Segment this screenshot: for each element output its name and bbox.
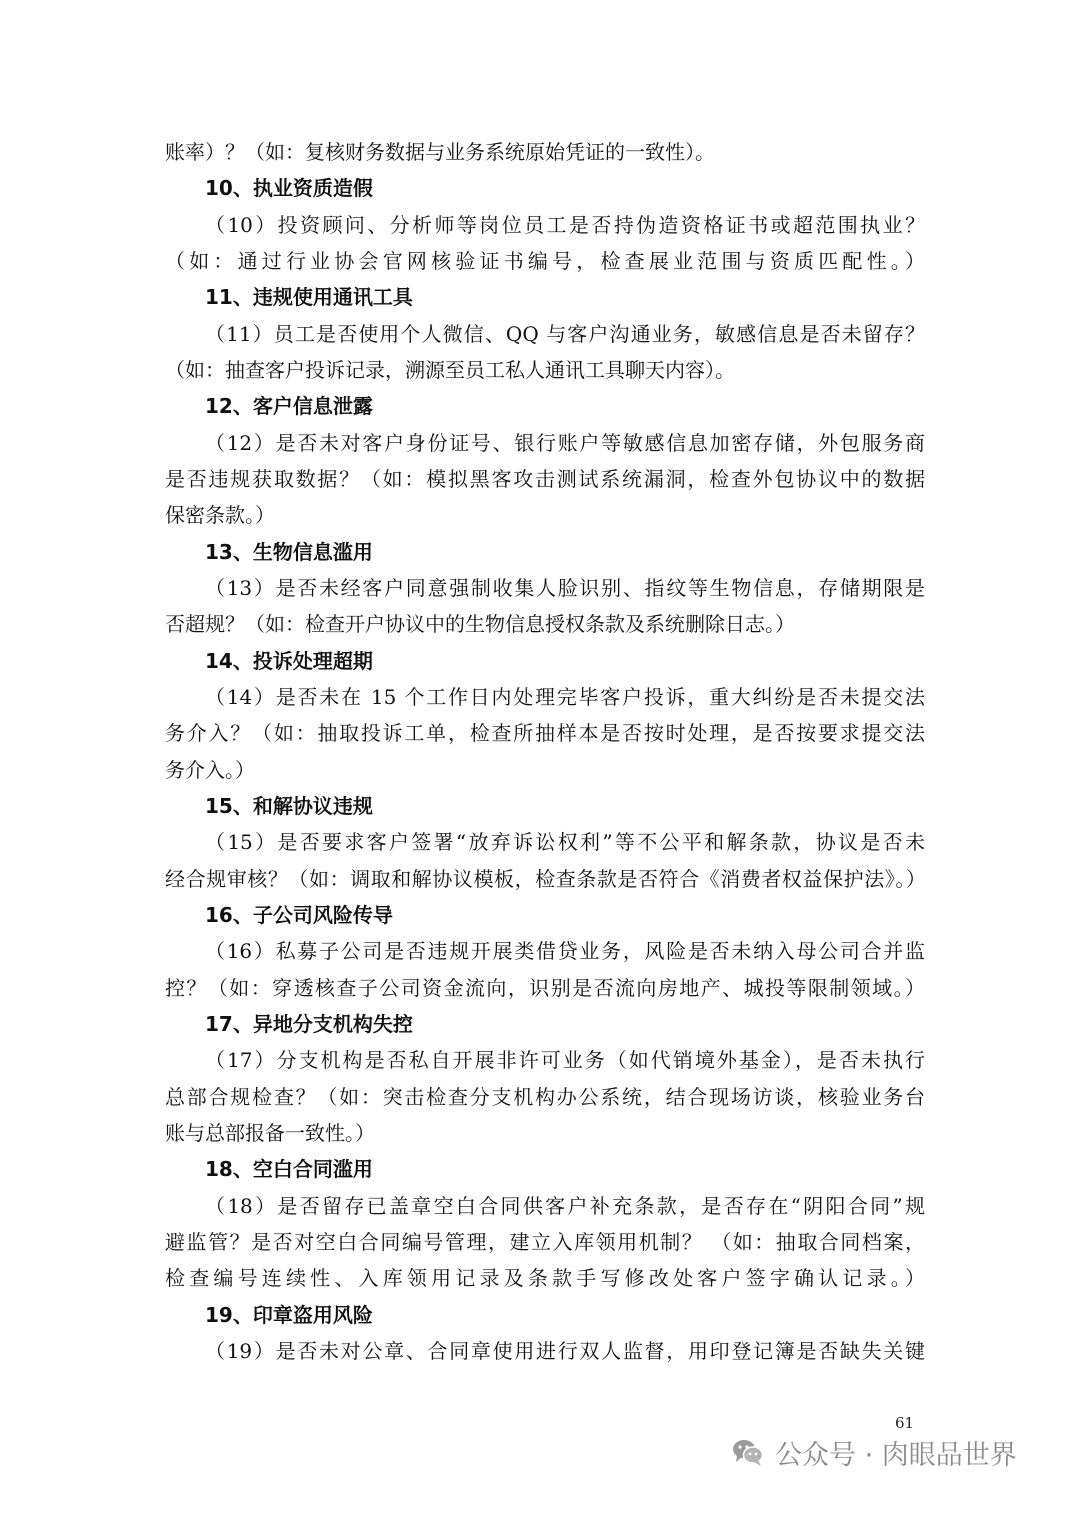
paragraph-line: （18）是否留存已盖章空白合同供客户补充条款，是否存在“阴阳合同”规: [205, 1194, 925, 1218]
section-heading-17: 17、异地分支机构失控: [205, 1012, 413, 1036]
paragraph-line: 否超规？（如：检查开户协议中的生物信息授权条款及系统删除日志。）: [165, 612, 795, 636]
paragraph-line: 避监管？是否对空白合同编号管理，建立入库领用机制？ （如：抽取合同档案，: [165, 1230, 925, 1254]
paragraph-line: （19）是否未对公章、合同章使用进行双人监督，用印登记簿是否缺失关键: [205, 1339, 925, 1363]
paragraph-line: 经合规审核？（如：调取和解协议模板，检查条款是否符合《消费者权益保护法》。）: [165, 867, 925, 891]
paragraph-line: 检查编号连续性、入库领用记录及条款手写修改处客户签字确认记录。）: [165, 1266, 925, 1290]
paragraph-line: （10）投资顾问、分析师等岗位员工是否持伪造资格证书或超范围执业？: [205, 213, 925, 237]
paragraph-line: （12）是否未对客户身份证号、银行账户等敏感信息加密存储，外包服务商: [205, 431, 925, 455]
paragraph-line: 务介入？（如：抽取投诉工单，检查所抽样本是否按时处理，是否按要求提交法: [165, 721, 925, 745]
section-heading-11: 11、违规使用通讯工具: [205, 285, 413, 309]
section-heading-15: 15、和解协议违规: [205, 794, 373, 818]
section-heading-16: 16、子公司风险传导: [205, 903, 393, 927]
paragraph-line: （15）是否要求客户签署“放弃诉讼权利”等不公平和解条款，协议是否未: [205, 830, 925, 854]
paragraph-line: （17）分支机构是否私自开展非许可业务（如代销境外基金），是否未执行: [205, 1048, 925, 1072]
section-heading-14: 14、投诉处理超期: [205, 649, 373, 673]
section-heading-13: 13、生物信息滥用: [205, 540, 373, 564]
paragraph-line: 总部合规检查？（如：突击检查分支机构办公系统，结合现场访谈，核验业务台: [165, 1085, 925, 1109]
wechat-icon: [731, 1435, 765, 1469]
section-heading-19: 19、印章盗用风险: [205, 1303, 373, 1327]
watermark: [731, 1428, 1017, 1476]
paragraph-line: （14）是否未在 15 个工作日内处理完毕客户投诉，重大纠纷是否未提交法: [205, 685, 925, 709]
paragraph-line: 账率）？（如：复核财务数据与业务系统原始凭证的一致性）。: [165, 140, 715, 164]
paragraph-line: （如：抽查客户投诉记录，溯源至员工私人通讯工具聊天内容）。: [165, 358, 735, 382]
paragraph-line: （11）员工是否使用个人微信、QQ 与客户沟通业务，敏感信息是否未留存？: [205, 322, 925, 346]
paragraph-line: 是否违规获取数据？（如：模拟黑客攻击测试系统漏洞，检查外包协议中的数据: [165, 467, 925, 491]
paragraph-line: 账与总部报备一致性。）: [165, 1121, 375, 1145]
paragraph-line: 控？（如：穿透核查子公司资金流向，识别是否流向房地产、城投等限制领域。）: [165, 976, 925, 1000]
paragraph-line: 务介入。）: [165, 758, 255, 782]
watermark-text: 公众号 · 肉眼品世界: [775, 1439, 1017, 1471]
section-heading-12: 12、客户信息泄露: [205, 394, 373, 418]
paragraph-line: （16）私募子公司是否违规开展类借贷业务，风险是否未纳入母公司合并监: [205, 939, 925, 963]
paragraph-line: （如：通过行业协会官网核验证书编号，检查展业范围与资质匹配性。）: [165, 249, 925, 273]
section-heading-10: 10、执业资质造假: [205, 176, 373, 200]
page-number: 61: [895, 1414, 915, 1432]
paragraph-line: 保密条款。）: [165, 503, 275, 527]
section-heading-18: 18、空白合同滥用: [205, 1157, 373, 1181]
paragraph-line: （13）是否未经客户同意强制收集人脸识别、指纹等生物信息，存储期限是: [205, 576, 925, 600]
